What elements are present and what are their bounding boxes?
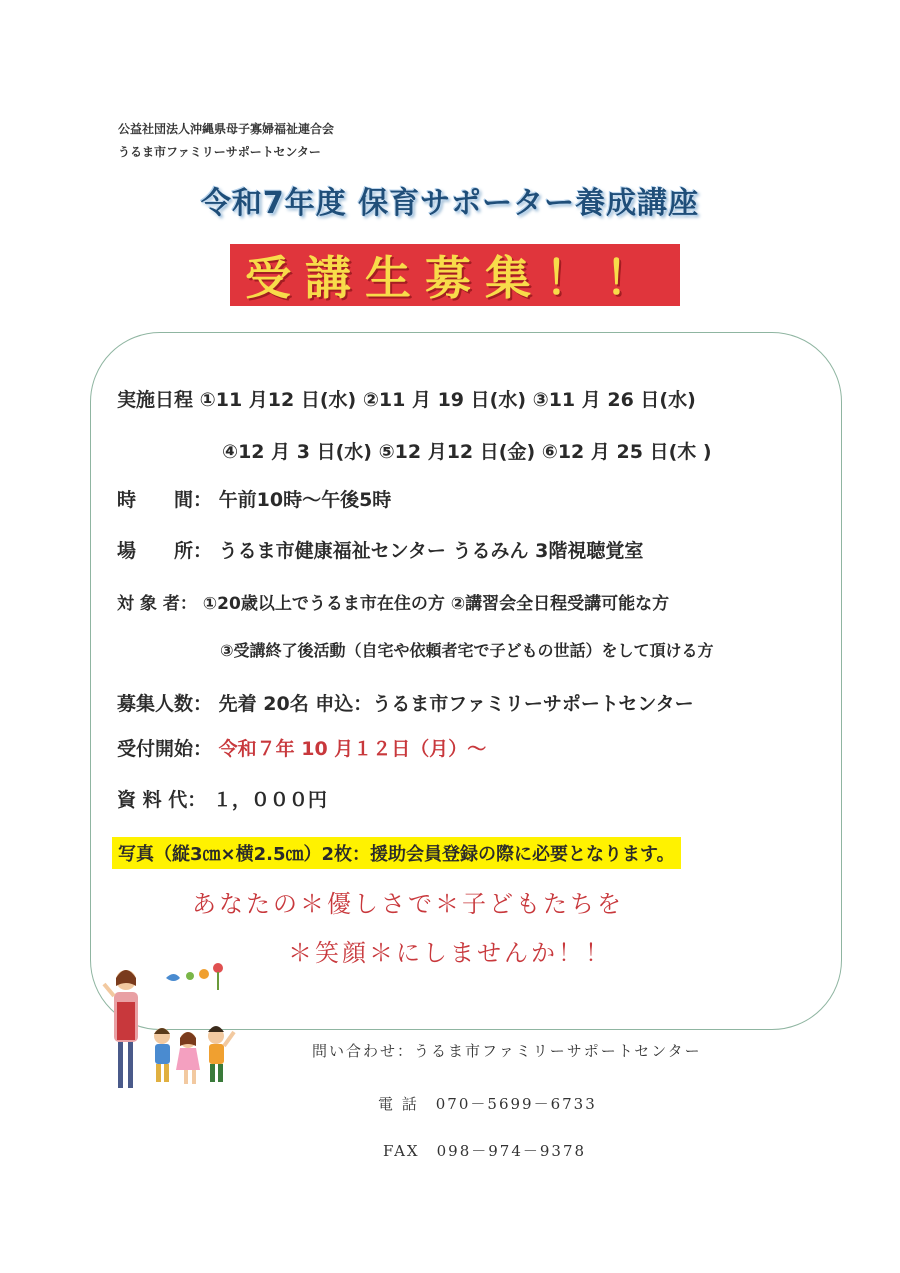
target-line2: ③受講終了後活動（自宅や依頼者宅で子どもの世話）をして頂ける方	[220, 641, 714, 660]
contact-phone: 電 話 070－5699－6733	[378, 1095, 597, 1113]
catchphrase-line2: ＊笑顔＊にしませんか！！	[288, 939, 612, 967]
photo-note: 写真（縦3㎝×横2.5㎝）2枚：援助会員登録の際に必要となります。	[112, 837, 681, 869]
place-value: うるま市健康福祉センター うるみん 3階視聴覚室	[218, 540, 644, 562]
fee-value: １，０００円	[212, 789, 327, 811]
recruitment-banner	[230, 244, 680, 306]
contact-fax: FAX 098－974－9378	[383, 1142, 587, 1160]
start-row	[117, 734, 486, 761]
organization-name: 公益社団法人沖縄県母子寡婦福祉連合会	[118, 122, 335, 136]
dates-line2: ④12 月 3 日(水) ⑤12 月12 日(金) ⑥12 月 25 日(木 )	[222, 441, 712, 463]
flower-decoration	[166, 963, 223, 990]
dates-line1: ①11 月12 日(水) ②11 月 19 日(水) ③11 月 26 日(水)	[199, 389, 696, 411]
banner-text: 受講生募集！！	[245, 251, 665, 305]
time-row	[117, 485, 391, 512]
dates-row-2	[222, 437, 712, 464]
target-row-2	[220, 638, 714, 661]
start-label: 受付開始：	[117, 738, 213, 760]
adult-figure	[104, 970, 138, 1088]
fee-label: 資 料 代：	[117, 789, 207, 811]
target-row	[117, 589, 669, 614]
dates-label: 実施日程	[117, 389, 194, 411]
children-figures	[154, 1026, 234, 1084]
page-title: 令和7年度 保育サポーター養成講座	[200, 186, 700, 221]
place-label: 場 所：	[117, 540, 213, 562]
place-row	[117, 536, 643, 563]
contact-label: 問い合わせ：うるま市ファミリーサポートセンター	[312, 1042, 702, 1060]
recruit-row	[117, 689, 694, 716]
time-label: 時 間：	[117, 489, 213, 511]
catchphrase-line1: あなたの＊優しさで＊子どもたちを	[192, 890, 624, 918]
fee-row	[117, 785, 327, 812]
dates-row	[117, 385, 696, 412]
center-name: うるま市ファミリーサポートセンター	[118, 145, 321, 159]
target-label: 対 象 者：	[117, 594, 197, 614]
start-value: 令和７年 10 月１２日（月）〜	[218, 738, 487, 760]
target-line1: ①20歳以上でうるま市在住の方 ②講習会全日程受講可能な方	[202, 594, 670, 614]
time-value: 午前10時〜午後5時	[218, 489, 392, 511]
recruit-label: 募集人数：	[117, 693, 213, 715]
recruit-value: 先着 20名 申込：うるま市ファミリーサポートセンター	[218, 693, 694, 715]
family-illustration	[100, 960, 250, 1100]
